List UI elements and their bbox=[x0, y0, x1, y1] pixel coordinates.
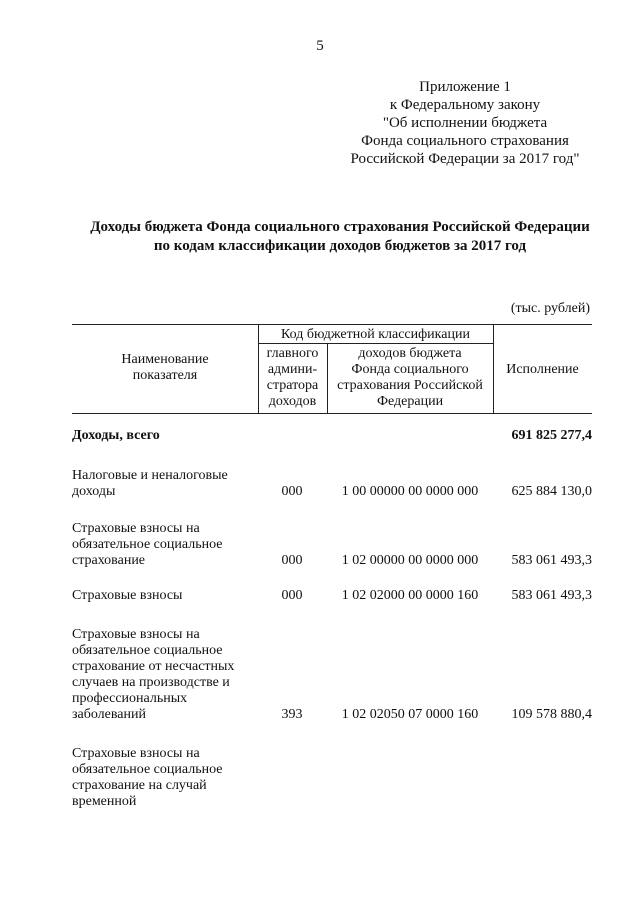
appendix-line: "Об исполнении бюджета bbox=[382, 115, 548, 131]
appendix-line: Приложение 1 bbox=[419, 79, 511, 95]
row-value: 583 061 493,3 bbox=[511, 588, 592, 603]
row-admin-code: 000 bbox=[281, 484, 303, 499]
row-name: Страховые взносы bbox=[72, 588, 183, 603]
row-value: 691 825 277,4 bbox=[511, 428, 592, 443]
table-row bbox=[72, 424, 592, 444]
document-title bbox=[60, 218, 620, 256]
row-income-code: 1 00 00000 00 0000 000 bbox=[341, 484, 479, 499]
page-number: 5 bbox=[316, 38, 324, 54]
table-row bbox=[72, 586, 592, 604]
row-admin-code: 393 bbox=[281, 707, 303, 722]
row-income-code: 1 02 00000 00 0000 000 bbox=[341, 553, 479, 568]
header-admin: главного админи- стратора доходов bbox=[266, 346, 319, 409]
row-name: Страховые взносы на обязательное социальное страхование от несчастных случаев на производстве и профессиональных заболеваний bbox=[72, 627, 235, 722]
row-income-code: 1 02 02050 07 0000 160 bbox=[341, 707, 479, 722]
row-income-code: 1 02 02000 00 0000 160 bbox=[341, 588, 479, 603]
row-admin-code: 000 bbox=[281, 553, 303, 568]
header-divider bbox=[258, 343, 493, 344]
header-name: Наименование показателя bbox=[121, 352, 209, 383]
header-code-group: Код бюджетной классификации bbox=[281, 327, 470, 342]
row-name: Налоговые и неналоговые доходы bbox=[72, 468, 228, 499]
row-name: Страховые взносы на обязательное социальное страхование bbox=[72, 521, 223, 568]
units-label: (тыс. рублей) bbox=[510, 301, 590, 316]
table-header bbox=[72, 324, 592, 414]
title-line-1: Доходы бюджета Фонда социального страхования Российской Федерации bbox=[90, 219, 590, 235]
appendix-line: Российской Федерации за 2017 год" bbox=[350, 151, 580, 167]
table-row bbox=[72, 466, 592, 500]
row-name: Страховые взносы на обязательное социальное страхование на случай временной bbox=[72, 746, 223, 809]
table-row bbox=[72, 622, 592, 723]
row-value: 625 884 130,0 bbox=[511, 484, 592, 499]
header-income: доходов бюджета Фонда социального страхования Российской Федерации bbox=[337, 346, 483, 409]
row-name: Доходы, всего bbox=[72, 428, 160, 443]
appendix-note bbox=[340, 78, 590, 168]
title-line-2: по кодам классификации доходов бюджетов за 2017 год bbox=[153, 238, 527, 254]
appendix-line: Фонда социального страхования bbox=[361, 133, 569, 149]
table-row bbox=[72, 519, 592, 569]
appendix-line: к Федеральному закону bbox=[389, 97, 541, 113]
header-execution: Исполнение bbox=[506, 362, 579, 377]
row-value: 583 061 493,3 bbox=[511, 553, 592, 568]
row-admin-code: 000 bbox=[281, 588, 303, 603]
row-value: 109 578 880,4 bbox=[511, 707, 592, 722]
table-row bbox=[72, 742, 592, 810]
